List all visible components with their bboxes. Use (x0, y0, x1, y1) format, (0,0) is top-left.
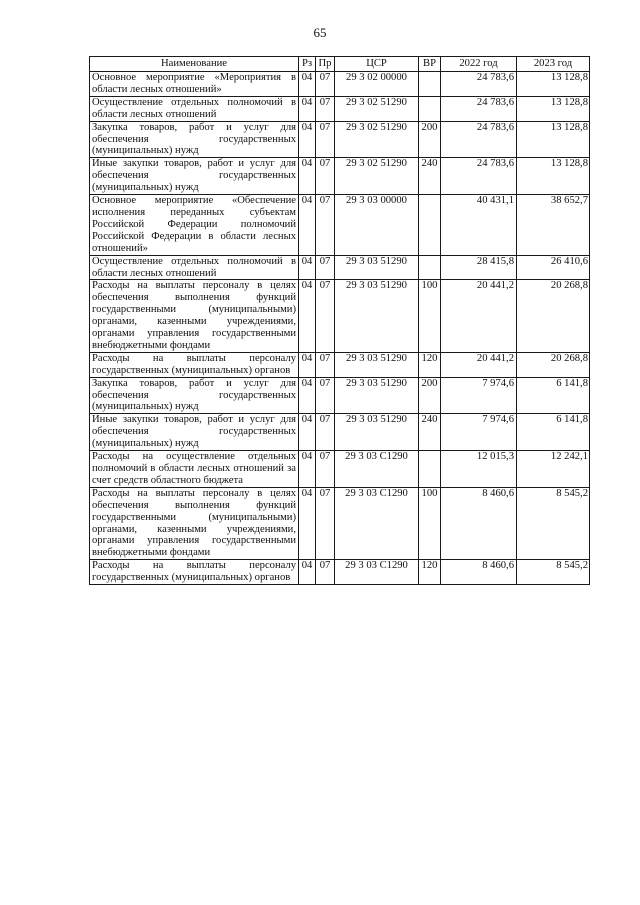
row-vr (419, 72, 441, 97)
row-rz: 04 (299, 451, 316, 488)
row-rz: 04 (299, 352, 316, 377)
row-amount-2023: 13 128,8 (517, 121, 590, 158)
row-amount-2023: 6 141,8 (517, 377, 590, 414)
row-pr: 07 (316, 487, 335, 559)
row-csr: 29 3 03 51290 (335, 280, 419, 352)
row-csr: 29 3 03 С1290 (335, 560, 419, 585)
row-rz: 04 (299, 96, 316, 121)
column-header-name: Наименование (90, 57, 299, 72)
table-row (90, 96, 590, 121)
table-row (90, 280, 590, 352)
row-csr: 29 3 03 С1290 (335, 487, 419, 559)
column-header-2023: 2023 год (517, 57, 590, 72)
table-row (90, 451, 590, 488)
row-csr: 29 3 03 51290 (335, 414, 419, 451)
row-rz: 04 (299, 158, 316, 195)
row-amount-2022: 8 460,6 (441, 560, 517, 585)
row-amount-2023: 13 128,8 (517, 96, 590, 121)
row-vr (419, 255, 441, 280)
row-csr: 29 3 03 С1290 (335, 451, 419, 488)
row-rz: 04 (299, 72, 316, 97)
table-row (90, 72, 590, 97)
row-amount-2022: 12 015,3 (441, 451, 517, 488)
row-vr (419, 96, 441, 121)
row-vr: 100 (419, 487, 441, 559)
row-vr: 100 (419, 280, 441, 352)
row-name: Расходы на выплаты персоналу государственных (муниципальных) органов (90, 560, 299, 585)
row-amount-2022: 7 974,6 (441, 377, 517, 414)
column-header-vr: ВР (419, 57, 441, 72)
row-name: Закупка товаров, работ и услуг для обеспечения государственных (муниципальных) нужд (90, 121, 299, 158)
row-name: Расходы на выплаты персоналу государственных (муниципальных) органов (90, 352, 299, 377)
row-pr: 07 (316, 560, 335, 585)
column-header-csr: ЦСР (335, 57, 419, 72)
row-csr: 29 3 03 51290 (335, 255, 419, 280)
row-rz: 04 (299, 195, 316, 256)
row-vr (419, 195, 441, 256)
row-name: Расходы на осуществление отдельных полномочий в области лесных отношений за счет средств областного бюджета (90, 451, 299, 488)
table-row (90, 352, 590, 377)
row-amount-2022: 24 783,6 (441, 158, 517, 195)
row-amount-2022: 8 460,6 (441, 487, 517, 559)
row-name: Расходы на выплаты персоналу в целях обеспечения выполнения функций государственными (муниципальными) органами, казенными учреждениями, органами управления государственными внебюджетными фондами (90, 487, 299, 559)
row-rz: 04 (299, 280, 316, 352)
row-csr: 29 3 02 00000 (335, 72, 419, 97)
row-pr: 07 (316, 255, 335, 280)
row-vr: 240 (419, 158, 441, 195)
row-csr: 29 3 02 51290 (335, 121, 419, 158)
budget-table (89, 56, 590, 585)
row-amount-2022: 24 783,6 (441, 121, 517, 158)
row-name: Основное мероприятие «Мероприятия в области лесных отношений» (90, 72, 299, 97)
row-pr: 07 (316, 72, 335, 97)
row-pr: 07 (316, 377, 335, 414)
row-rz: 04 (299, 560, 316, 585)
row-amount-2022: 24 783,6 (441, 96, 517, 121)
row-pr: 07 (316, 352, 335, 377)
column-header-rz: Рз (299, 57, 316, 72)
row-amount-2022: 24 783,6 (441, 72, 517, 97)
row-name: Основное мероприятие «Обеспечение исполнения переданных субъектам Российской Федерации полномочий Российской Федерации в области лесных отношений» (90, 195, 299, 256)
row-vr: 120 (419, 352, 441, 377)
row-name: Иные закупки товаров, работ и услуг для обеспечения государственных (муниципальных) нужд (90, 414, 299, 451)
row-csr: 29 3 03 00000 (335, 195, 419, 256)
row-name: Иные закупки товаров, работ и услуг для обеспечения государственных (муниципальных) нужд (90, 158, 299, 195)
table-row (90, 487, 590, 559)
row-amount-2023: 38 652,7 (517, 195, 590, 256)
table-header-row (90, 57, 590, 72)
row-pr: 07 (316, 280, 335, 352)
row-name: Осуществление отдельных полномочий в области лесных отношений (90, 255, 299, 280)
row-amount-2022: 20 441,2 (441, 352, 517, 377)
row-pr: 07 (316, 96, 335, 121)
table-row (90, 121, 590, 158)
row-vr: 120 (419, 560, 441, 585)
row-amount-2022: 40 431,1 (441, 195, 517, 256)
row-amount-2023: 20 268,8 (517, 352, 590, 377)
row-vr: 200 (419, 377, 441, 414)
row-csr: 29 3 02 51290 (335, 96, 419, 121)
row-pr: 07 (316, 195, 335, 256)
table-row (90, 560, 590, 585)
row-amount-2023: 13 128,8 (517, 158, 590, 195)
row-name: Осуществление отдельных полномочий в области лесных отношений (90, 96, 299, 121)
row-amount-2023: 8 545,2 (517, 487, 590, 559)
row-amount-2022: 28 415,8 (441, 255, 517, 280)
row-pr: 07 (316, 158, 335, 195)
row-vr: 200 (419, 121, 441, 158)
table-row (90, 255, 590, 280)
row-amount-2023: 8 545,2 (517, 560, 590, 585)
table-row (90, 414, 590, 451)
row-pr: 07 (316, 414, 335, 451)
row-amount-2022: 20 441,2 (441, 280, 517, 352)
row-vr (419, 451, 441, 488)
row-name: Закупка товаров, работ и услуг для обеспечения государственных (муниципальных) нужд (90, 377, 299, 414)
page-number: 65 (313, 25, 327, 40)
row-amount-2023: 13 128,8 (517, 72, 590, 97)
row-csr: 29 3 03 51290 (335, 377, 419, 414)
row-rz: 04 (299, 487, 316, 559)
row-amount-2023: 12 242,1 (517, 451, 590, 488)
row-rz: 04 (299, 121, 316, 158)
row-rz: 04 (299, 377, 316, 414)
row-pr: 07 (316, 121, 335, 158)
row-rz: 04 (299, 255, 316, 280)
row-rz: 04 (299, 414, 316, 451)
row-amount-2022: 7 974,6 (441, 414, 517, 451)
row-name: Расходы на выплаты персоналу в целях обеспечения выполнения функций государственными (муниципальными) органами, казенными учреждениями, органами управления государственными внебюджетными фондами (90, 280, 299, 352)
table-row (90, 195, 590, 256)
column-header-2022: 2022 год (441, 57, 517, 72)
row-csr: 29 3 03 51290 (335, 352, 419, 377)
table-row (90, 158, 590, 195)
column-header-pr: Пр (316, 57, 335, 72)
row-vr: 240 (419, 414, 441, 451)
row-amount-2023: 20 268,8 (517, 280, 590, 352)
row-csr: 29 3 02 51290 (335, 158, 419, 195)
row-amount-2023: 6 141,8 (517, 414, 590, 451)
table-row (90, 377, 590, 414)
row-pr: 07 (316, 451, 335, 488)
row-amount-2023: 26 410,6 (517, 255, 590, 280)
